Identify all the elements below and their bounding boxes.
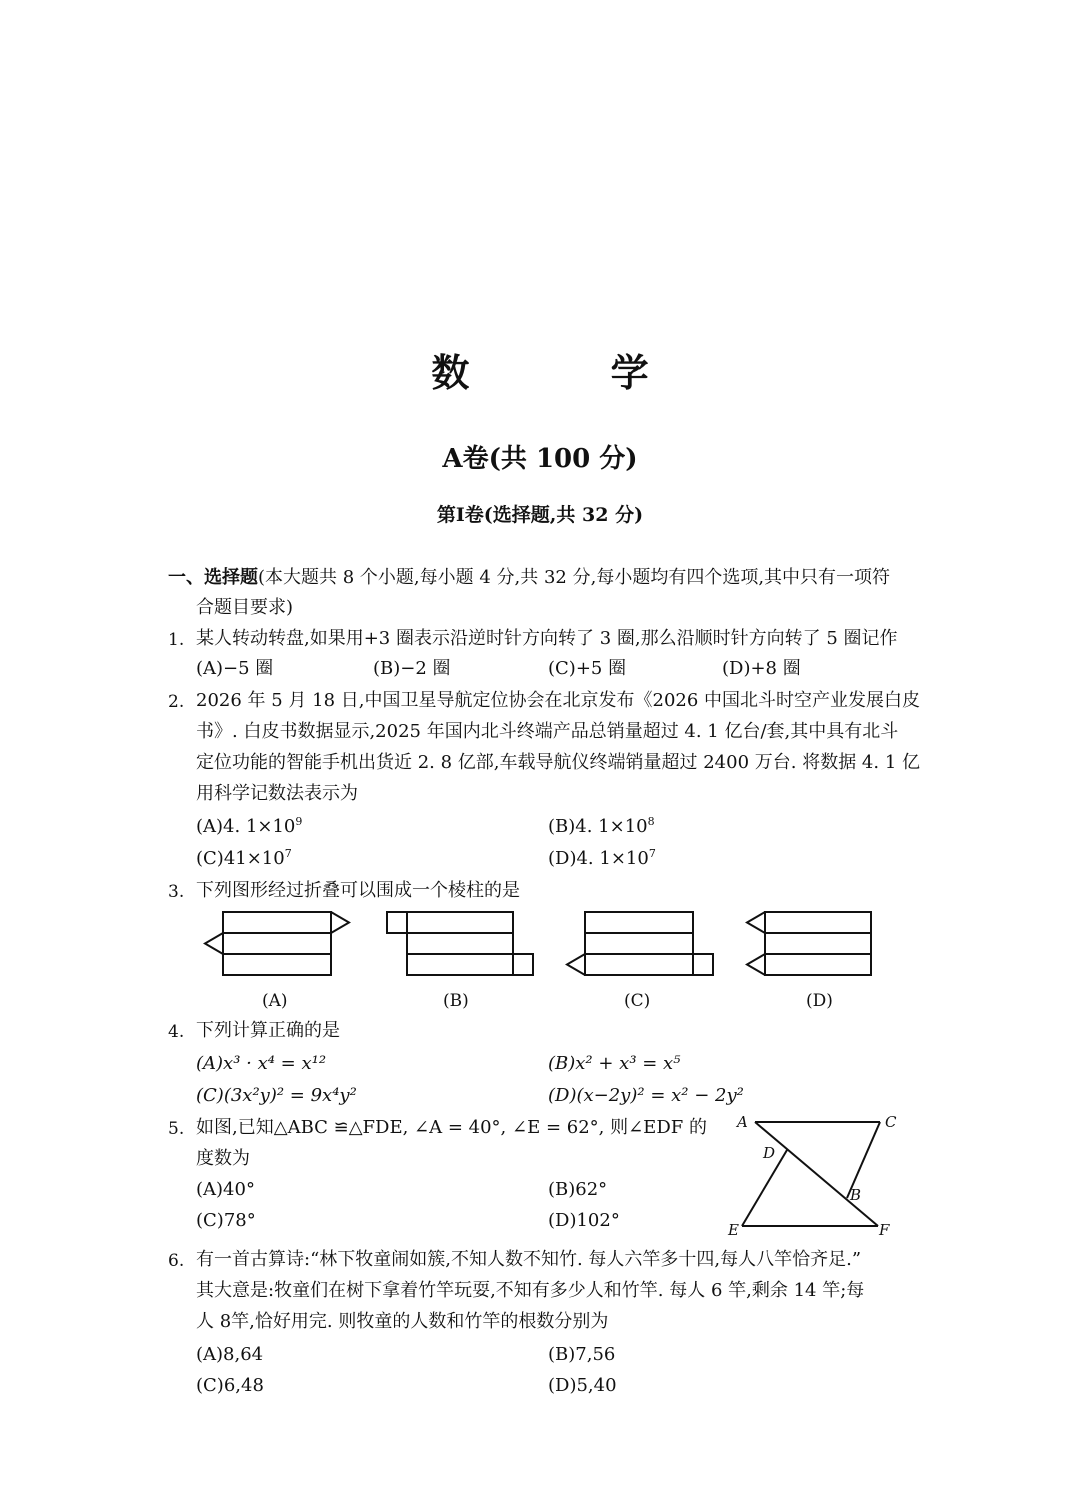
q6-option-c: (C)6,48 (196, 1375, 264, 1396)
net-figure-d (747, 912, 871, 975)
q3-label-c: (C) (624, 991, 651, 1011)
q6-option-d: (D)5,40 (548, 1375, 617, 1396)
q5-option-c: (C)78° (196, 1210, 256, 1231)
q1-option-c: (C)+5 圈 (548, 658, 627, 679)
q6-line3: 人 8竿,恰好用完. 则牧童的人数和竹竿的根数分别为 (196, 1311, 609, 1332)
q2-line1: 2026 年 5 月 18 日,中国卫星导航定位协会在北京发布《2026 中国北斗时空产业发展白皮 (196, 690, 921, 711)
section-desc-line2: 合题目要求) (196, 597, 294, 618)
q2-option-d: (D)4. $1\times 10^7$ (548, 847, 656, 869)
q3-label-d: (D) (806, 991, 833, 1011)
q4-option-c: (C)(3x²y)² = 9x⁴y² (196, 1085, 357, 1106)
q2-option-c: $(C)41\times 10^7$ (196, 847, 292, 869)
section-desc-line1: (本大题共 8 个小题,每小题 4 分,共 32 分,每小题均有四个选项,其中只有一项符 (258, 567, 891, 588)
part-title: 第Ⅰ卷(选择题,共 32 分) (436, 504, 644, 526)
q5-line1: 如图,已知△ABC ≌△FDE, ∠A = 40°, ∠E = 62°, 则∠EDF 的 (196, 1117, 707, 1138)
q6-option-a: (A)8,64 (196, 1344, 264, 1365)
q2-option-a: (A)4. $1\times 10^9$ (196, 815, 303, 837)
q1-option-a: (A)−5 圈 (196, 658, 274, 679)
q2-number: 2. (168, 692, 185, 712)
q4-option-b: (B)x² + x³ = x⁵ (548, 1053, 681, 1074)
q4-option-a: (A)x³ · x⁴ = x¹² (196, 1053, 327, 1074)
q3-number: 3. (168, 882, 185, 902)
q2-line2: 书》. 白皮书数据显示,2025 年国内北斗终端产品总销量超过 4. 1 亿台/套,其中具有北斗 (196, 721, 899, 742)
q2-option-b: (B)4. $1\times 10^8$ (548, 815, 655, 837)
q1-option-b: (B)−2 圈 (373, 658, 451, 679)
q1-number: 1. (168, 630, 185, 650)
q6-line1: 有一首古算诗:“林下牧童闹如簇,不知人数不知竹. 每人六竿多十四,每人八竿恰齐足.” (196, 1249, 862, 1270)
section-heading: 一、选择题 (168, 567, 258, 588)
q5-number: 5. (168, 1119, 185, 1139)
q4-stem: 下列计算正确的是 (196, 1020, 340, 1041)
point-label-e: E (728, 1221, 739, 1239)
q6-number: 6. (168, 1251, 185, 1271)
q5-option-d: (D)102° (548, 1210, 620, 1231)
q3-label-a: (A) (262, 991, 288, 1011)
q5-option-b: (B)62° (548, 1179, 608, 1200)
point-label-c: C (885, 1113, 897, 1131)
q2-line3: 定位功能的智能手机出货近 2. 8 亿部,车载导航仪终端销量超过 2400 万台. 将数据 4. 1 亿 (196, 752, 920, 773)
point-label-b: B (850, 1186, 862, 1204)
q5-option-a: (A)40° (196, 1179, 255, 1200)
paper-subtitle: A卷(共 100 分) (442, 444, 638, 474)
page-title: 数 学 (431, 350, 713, 395)
net-figure-c (567, 912, 713, 975)
q4-number: 4. (168, 1022, 185, 1042)
net-figure-b (387, 912, 533, 975)
q4-option-d: (D)(x−2y)² = x² − 2y² (548, 1085, 744, 1106)
q6-line2: 其大意是:牧童们在树下拿着竹竿玩耍,不知有多少人和竹竿. 每人 6 竿,剩余 14 竿;每 (196, 1280, 865, 1301)
point-label-a: A (737, 1113, 748, 1131)
q5-line2: 度数为 (196, 1148, 250, 1169)
q6-option-b: (B)7,56 (548, 1344, 616, 1365)
net-figure-a (205, 912, 349, 975)
q1-option-d: (D)+8 圈 (722, 658, 801, 679)
point-label-f: F (879, 1221, 890, 1239)
q5-triangle-figure (742, 1122, 880, 1226)
q2-line4: 用科学记数法表示为 (196, 783, 358, 804)
q3-stem: 下列图形经过折叠可以围成一个棱柱的是 (196, 880, 520, 901)
point-label-d: D (763, 1144, 776, 1162)
q1-stem: 某人转动转盘,如果用+3 圈表示沿逆时针方向转了 3 圈,那么沿顺时针方向转了 5 圈记作 (196, 628, 898, 649)
q3-label-b: (B) (443, 991, 469, 1011)
